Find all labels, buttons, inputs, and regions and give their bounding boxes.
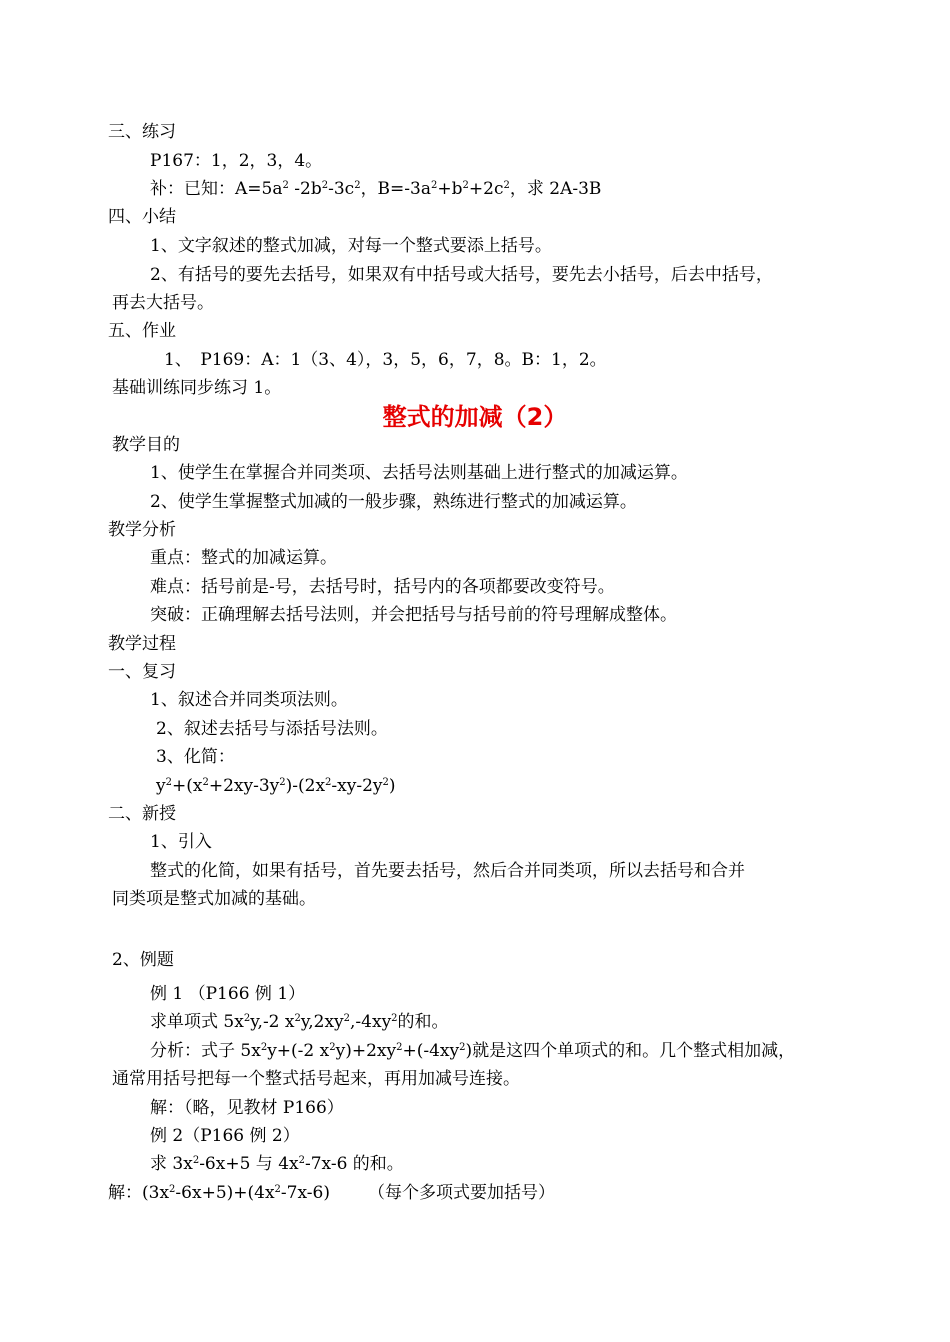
new-heading: 二、新授 bbox=[108, 804, 176, 824]
goals-item-1: 1、使学生在掌握合并同类项、去括号法则基础上进行整式的加减运算。 bbox=[150, 463, 688, 483]
new-paragraph-cont: 同类项是整式加减的基础。 bbox=[112, 889, 316, 909]
review-heading: 一、复习 bbox=[108, 662, 176, 682]
homework-item-2: 基础训练同步练习 1。 bbox=[112, 378, 282, 398]
review-item-1: 1、叙述合并同类项法则。 bbox=[150, 690, 348, 710]
example-2-solution: 解：$(3x^2-6x+5)+(4x^2-7x-6)$ （每个多项式要加括号） bbox=[108, 1183, 555, 1203]
summary-item-2: 2、有括号的要先去括号，如果双有中括号或大括号，要先去小括号，后去中括号， bbox=[150, 265, 773, 285]
review-item-2: 2、叙述去括号与添括号法则。 bbox=[156, 719, 388, 739]
goals-item-2: 2、使学生掌握整式加减的一般步骤，熟练进行整式的加减运算。 bbox=[150, 492, 637, 512]
example-2-question: 求 $3x^2-6x+5$ 与 $4x^2-7x-6$ 的和。 bbox=[150, 1154, 404, 1174]
analysis-heading: 教学分析 bbox=[108, 520, 176, 540]
new-paragraph: 整式的化简，如果有括号，首先要去括号，然后合并同类项，所以去括号和合并 bbox=[150, 861, 745, 881]
example-1-label: 例 1 （P166 例 1） bbox=[150, 984, 306, 1004]
goals-heading: 教学目的 bbox=[112, 435, 180, 455]
analysis-difficulty: 难点：括号前是-号，去括号时，括号内的各项都要改变符号。 bbox=[150, 577, 615, 597]
example-1-question: 求单项式 $5x^2y,-2$ $x^2y,2xy^2,-4xy^2$的和。 bbox=[150, 1012, 449, 1032]
summary-item-1: 1、文字叙述的整式加减，对每一个整式要添上括号。 bbox=[150, 236, 552, 256]
practice-heading: 三、练习 bbox=[108, 122, 176, 142]
review-expression: $y^2+(x^2+2xy-3y^2)-(2x^2-xy-2y^2)$ bbox=[156, 776, 396, 796]
examples-heading: 2、例题 bbox=[112, 950, 174, 970]
process-heading: 教学过程 bbox=[108, 634, 176, 654]
practice-pages: P167：1，2，3，4。 bbox=[150, 151, 323, 171]
analysis-breakthrough: 突破：正确理解去括号法则，并会把括号与括号前的符号理解成整体。 bbox=[150, 605, 677, 625]
example-1-analysis: 分析：式子 $5x^2y+(-2$ $x^2y)+2xy^2+(-4xy^2)$就是这四个单项式的和。几个整式相加减， bbox=[150, 1041, 796, 1061]
example-1-solution: 解：（略，见教材 P166） bbox=[150, 1098, 344, 1118]
lesson-title: 整式的加减（2） bbox=[382, 403, 568, 431]
new-intro: 1、引入 bbox=[150, 832, 212, 852]
analysis-key: 重点：整式的加减运算。 bbox=[150, 548, 337, 568]
summary-heading: 四、小结 bbox=[108, 207, 176, 227]
example-2-note: （每个多项式要加括号） bbox=[367, 1183, 555, 1203]
homework-heading: 五、作业 bbox=[108, 321, 176, 341]
example-1-analysis-cont: 通常用括号把每一个整式括号起来，再用加减号连接。 bbox=[112, 1069, 520, 1089]
practice-extra: 补：已知：$A=5a^2$ $-2b^2-3c^2$，$B=-3a^2+b^2+2c^2$，求 2A-3B bbox=[150, 179, 602, 199]
review-item-3: 3、化简： bbox=[156, 747, 235, 767]
example-2-label: 例 2（P166 例 2） bbox=[150, 1126, 300, 1146]
homework-item-1: 1、 P169：A：1（3、4），3，5，6，7，8。B：1，2。 bbox=[164, 350, 607, 370]
summary-item-2-cont: 再去大括号。 bbox=[112, 293, 214, 313]
